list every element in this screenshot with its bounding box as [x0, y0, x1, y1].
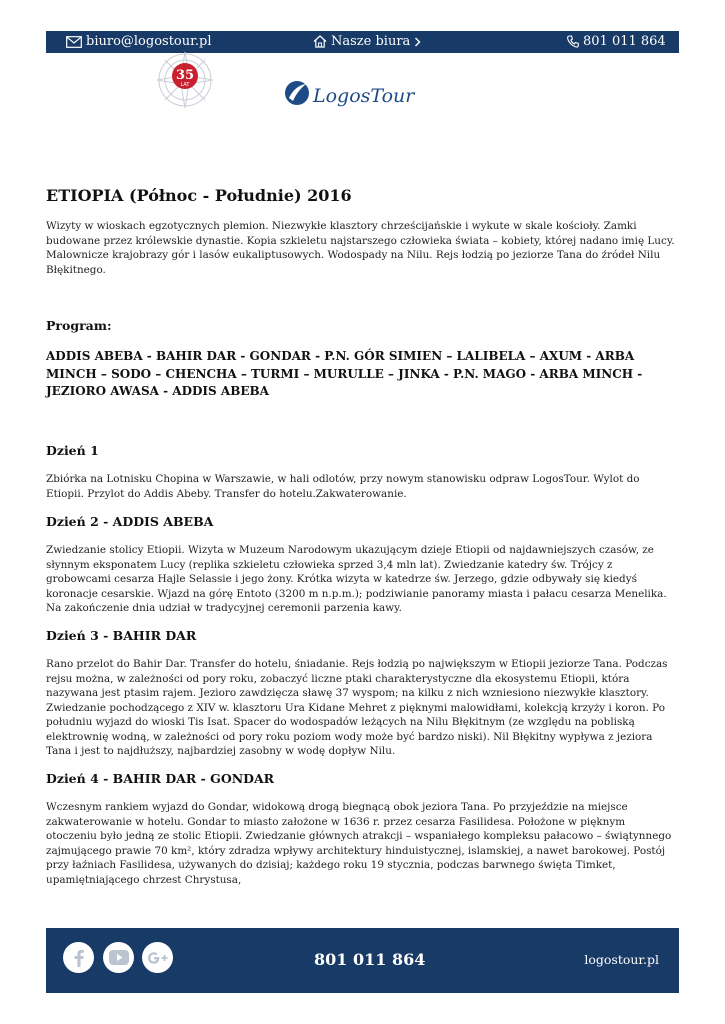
- day-3-text: Rano przelot do Bahir Dar. Transfer do hotelu, śniadanie. Rejs łodzią po największym w Etiopii jeziorze Tana. Podczas rejsu można, w zależności od pory roku, zobaczyć liczne ptaki charakterystyczne dla ekosystemu Etiopii, która nazywana jest ptasim rajem. Jezioro zawdzięcza sławę 37 wyspom; na kilku z nich wzniesiono niezwykłe klasztory. Zwiedzanie pochodzącego z XIV w. klasztoru Ura Kidane Mehret z pięknymi malowidłami, kolekcją krzyży i koron. Po południu wyjazd do wioski Tis Isat. Spacer do wodospadów leżących na Nilu Błękitnym (ze względu na pobliską elektrownię wodną, w zależności od pory roku poziom wody może być bardzo niski). Nil Błękitny wypływa z jeziora Tana i jest to najdłuższy, najbardziej zasobny w wodę dopływ Nilu.: [46, 658, 668, 757]
- envelope-icon: [66, 36, 82, 48]
- email-text: biuro@logostour.pl: [86, 34, 212, 49]
- youtube-icon: [109, 950, 129, 965]
- day-4-title: Dzień 4 - BAHIR DAR - GONDAR: [46, 771, 275, 786]
- day-2-text: Zwiedzanie stolicy Etiopii. Wizyta w Muzeum Narodowym ukazującym dzieje Etiopii od najdawniejszych czasów, ze słynnym eksponatem Lucy (replika szkieletu człowieka sprzed 3,4 mln lat). Zwiedzanie katedry św. Trójcy z grobowcami cesarza Hajle Selassie i jego żony. Krótka wizyta w katedrze św. Jerzego, gdzie odbywały się kiedyś koronacje cesarskie. Wjazd na górę Entoto (3200 m n.p.m.); podziwianie panoramy miasta i pałacu cesarza Menelika. Na zakończenie dnia udział w tradycyjnej ceremonii parzenia kawy.: [46, 544, 667, 614]
- logo-text: LogosTour: [313, 85, 415, 107]
- day-3-title: Dzień 3 - BAHIR DAR: [46, 628, 197, 643]
- anniversary-badge: [145, 52, 225, 114]
- footer-website[interactable]: logostour.pl: [584, 952, 659, 967]
- logo-emblem-icon: [285, 81, 309, 105]
- phone-icon: [567, 35, 579, 48]
- day-1-title: Dzień 1: [46, 443, 99, 458]
- program-heading: Program:: [46, 318, 112, 333]
- home-icon: [313, 35, 327, 48]
- day-1-text: Zbiórka na Lotnisku Chopina w Warszawie, w hali odlotów, przy nowym stanowisku odpraw LogosTour. Wylot do Etiopii. Przylot do Addis Abeby. Transfer do hotelu.Zakwaterowanie.: [46, 473, 640, 500]
- chevron-right-icon: [414, 37, 421, 47]
- phone-text: 801 011 864: [583, 34, 666, 49]
- badge-subtext: LAT: [180, 82, 190, 88]
- page-title: ETIOPIA (Północ - Południe) 2016: [46, 186, 352, 205]
- day-4-text: Wczesnym rankiem wyjazd do Gondar, widokową drogą biegnącą obok jeziora Tana. Po przyjeździe na miejsce zakwaterowanie w hotelu. Gondar to miasto założone w 1636 r. przez cesarza Fasilidesa. Położone w pięknym otoczeniu było jedną ze stolic Etiopii. Zwiedzanie głównych atrakcji – wspaniałego kompleksu pałacowo – świątynnego zajmującego prawie 70 km², który zdradza wpływy architektury hinduistycznej, islamskiej, a nawet barokowej. Postój przy łaźniach Fasilidesa, używanych do dzisiaj; każdego roku 19 stycznia, podczas barwnego święta Timket, upamiętniającego chrzest Chrystusa,: [46, 801, 672, 886]
- day-2-title: Dzień 2 - ADDIS ABEBA: [46, 514, 214, 529]
- offices-text: Nasze biura: [331, 34, 411, 49]
- email-link[interactable]: [66, 34, 212, 49]
- facebook-icon: [73, 949, 85, 967]
- badge-number: 35: [175, 68, 195, 83]
- footer-phone[interactable]: 801 011 864: [314, 950, 426, 969]
- logostour-logo[interactable]: [284, 76, 415, 116]
- offices-link[interactable]: [313, 34, 421, 49]
- program-route: ADDIS ABEBA - BAHIR DAR - GONDAR - P.N. GÓR SIMIEN – LALIBELA – AXUM - ARBA MINCH – SODO – CHENCHA – TURMI – MURULLE – JINKA - P.N. MAGO - ARBA MINCH - JEZIORO AWASA - ADDIS ABEBA: [46, 349, 643, 398]
- google-plus-icon: [147, 951, 169, 965]
- google-plus-button[interactable]: [142, 942, 173, 973]
- compass-rose-icon: [145, 52, 225, 114]
- phone-link[interactable]: [567, 34, 666, 49]
- footer-bar: [46, 928, 679, 993]
- youtube-button[interactable]: [103, 942, 134, 973]
- facebook-button[interactable]: [63, 942, 94, 973]
- tour-intro: Wizyty w wioskach egzotycznych plemion. Niezwykłe klasztory chrześcijańskie i wykute w skale kościoły. Zamki budowane przez królewskie dynastie. Kopia szkieletu najstarszego człowieka świata – kobiety, której nadano imię Lucy. Malownicze krajobrazy gór i lasów eukaliptusowych. Wodospady na Nilu. Rejs łodzią po jeziorze Tana do źródeł Nilu Błękitnego.: [46, 220, 675, 276]
- top-contact-bar: [46, 31, 679, 53]
